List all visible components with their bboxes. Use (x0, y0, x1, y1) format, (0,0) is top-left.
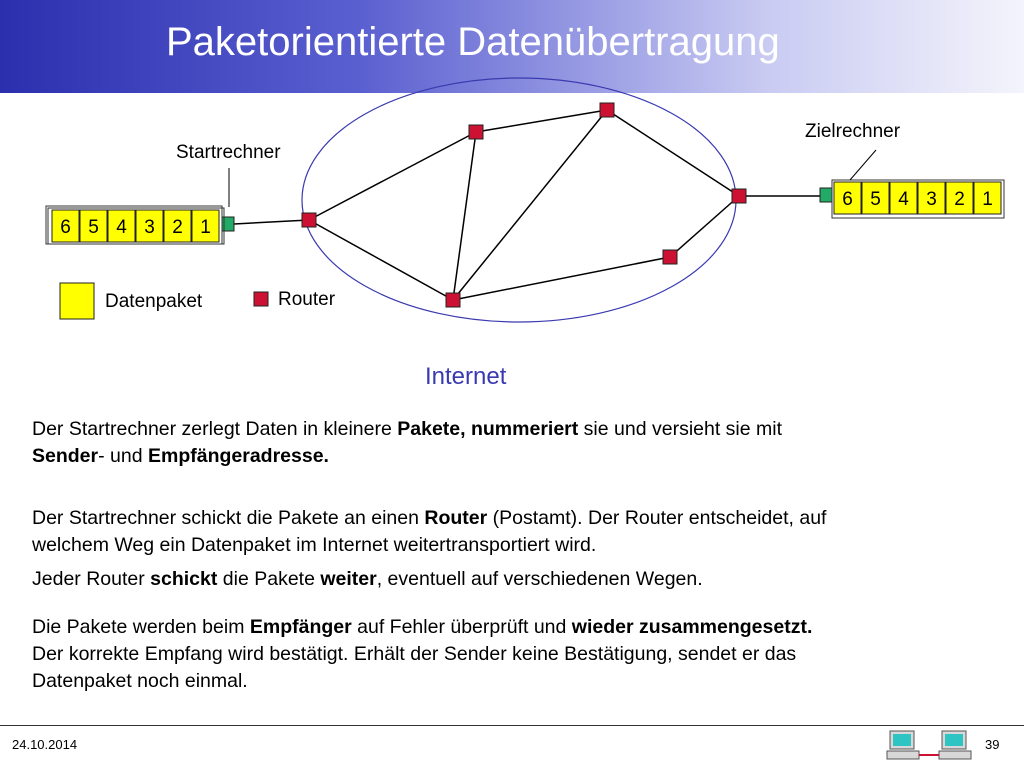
bold-text: Empfänger (249, 616, 352, 638)
start-packet-number: 3 (144, 217, 155, 238)
footer-date: 24.10.2014 (12, 737, 78, 752)
target-label-pointer (850, 150, 876, 180)
text: Jeder Router (32, 568, 151, 590)
link-r2-r3 (476, 110, 607, 132)
slide-title: Paketorientierte Datenübertragung (166, 20, 780, 64)
text: welchem Weg ein Datenpaket im Internet weitertransportiert wird. (32, 534, 597, 556)
paragraph-4 (32, 614, 992, 695)
link-r5-r6 (670, 196, 739, 257)
target-label: Zielrechner (805, 121, 901, 142)
legend-packet-label: Datenpaket (105, 291, 203, 312)
router-node (663, 250, 677, 264)
footer-divider (0, 725, 1024, 726)
paragraph-2 (32, 505, 992, 559)
start-packet-number: 5 (88, 217, 99, 238)
router-node (469, 125, 483, 139)
target-computer (820, 188, 832, 202)
start-packet-number: 2 (172, 217, 183, 238)
text: Der Startrechner schickt die Pakete an einen (32, 507, 425, 529)
target-packet-number: 2 (954, 189, 965, 210)
target-packets (834, 182, 1001, 214)
network-links (234, 110, 826, 300)
bold-text: Sender (32, 445, 99, 467)
target-packet-number: 1 (982, 189, 993, 210)
target-packet-number: 3 (926, 189, 937, 210)
target-packet-number: 4 (898, 189, 909, 210)
bold-text: Router (424, 507, 488, 529)
router-node (732, 189, 746, 203)
internet-boundary (302, 78, 736, 322)
text: Datenpaket noch einmal. (32, 670, 248, 692)
start-packet-number: 4 (116, 217, 127, 238)
target-packet-number: 6 (842, 189, 853, 210)
bold-text: Pakete, nummeriert (397, 418, 579, 440)
legend-packet-swatch (60, 283, 94, 319)
bold-text: wieder zusammengesetzt. (571, 616, 813, 638)
text: die Pakete (217, 568, 321, 590)
router-node (302, 213, 316, 227)
text: sie und versieht sie mit (578, 418, 783, 440)
link-start-to-router (234, 220, 309, 224)
text: , eventuell auf verschiedenen Wegen. (376, 568, 703, 590)
paragraph-1 (32, 416, 992, 470)
target-packet-number: 5 (870, 189, 881, 210)
link-r1-r2 (309, 132, 476, 220)
internet-label: Internet (425, 363, 507, 390)
text: Der korrekte Empfang wird bestätigt. Erhält der Sender keine Bestätigung, sendet er das (32, 643, 797, 665)
start-packet-number: 1 (200, 217, 211, 238)
network-computers-icon (886, 729, 976, 765)
legend-router-label: Router (278, 289, 336, 310)
bold-text: weiter (320, 568, 377, 590)
start-packets (52, 210, 219, 242)
start-packet-number: 6 (60, 217, 71, 238)
text: (Postamt). Der Router entscheidet, auf (487, 507, 827, 529)
router-node (446, 293, 460, 307)
paragraph-3 (32, 566, 992, 593)
link-r4-r5 (453, 257, 670, 300)
page-number: 39 (985, 737, 1000, 752)
text: - und (98, 445, 148, 467)
bold-text: Empfängeradresse. (147, 445, 329, 467)
routers (302, 103, 746, 307)
text: Der Startrechner zerlegt Daten in kleinere (32, 418, 398, 440)
legend-router-swatch (254, 292, 268, 306)
text: Die Pakete werden beim (32, 616, 250, 638)
bold-text: schickt (150, 568, 218, 590)
router-node (600, 103, 614, 117)
start-label: Startrechner (176, 142, 281, 163)
text: auf Fehler überprüft und (351, 616, 572, 638)
